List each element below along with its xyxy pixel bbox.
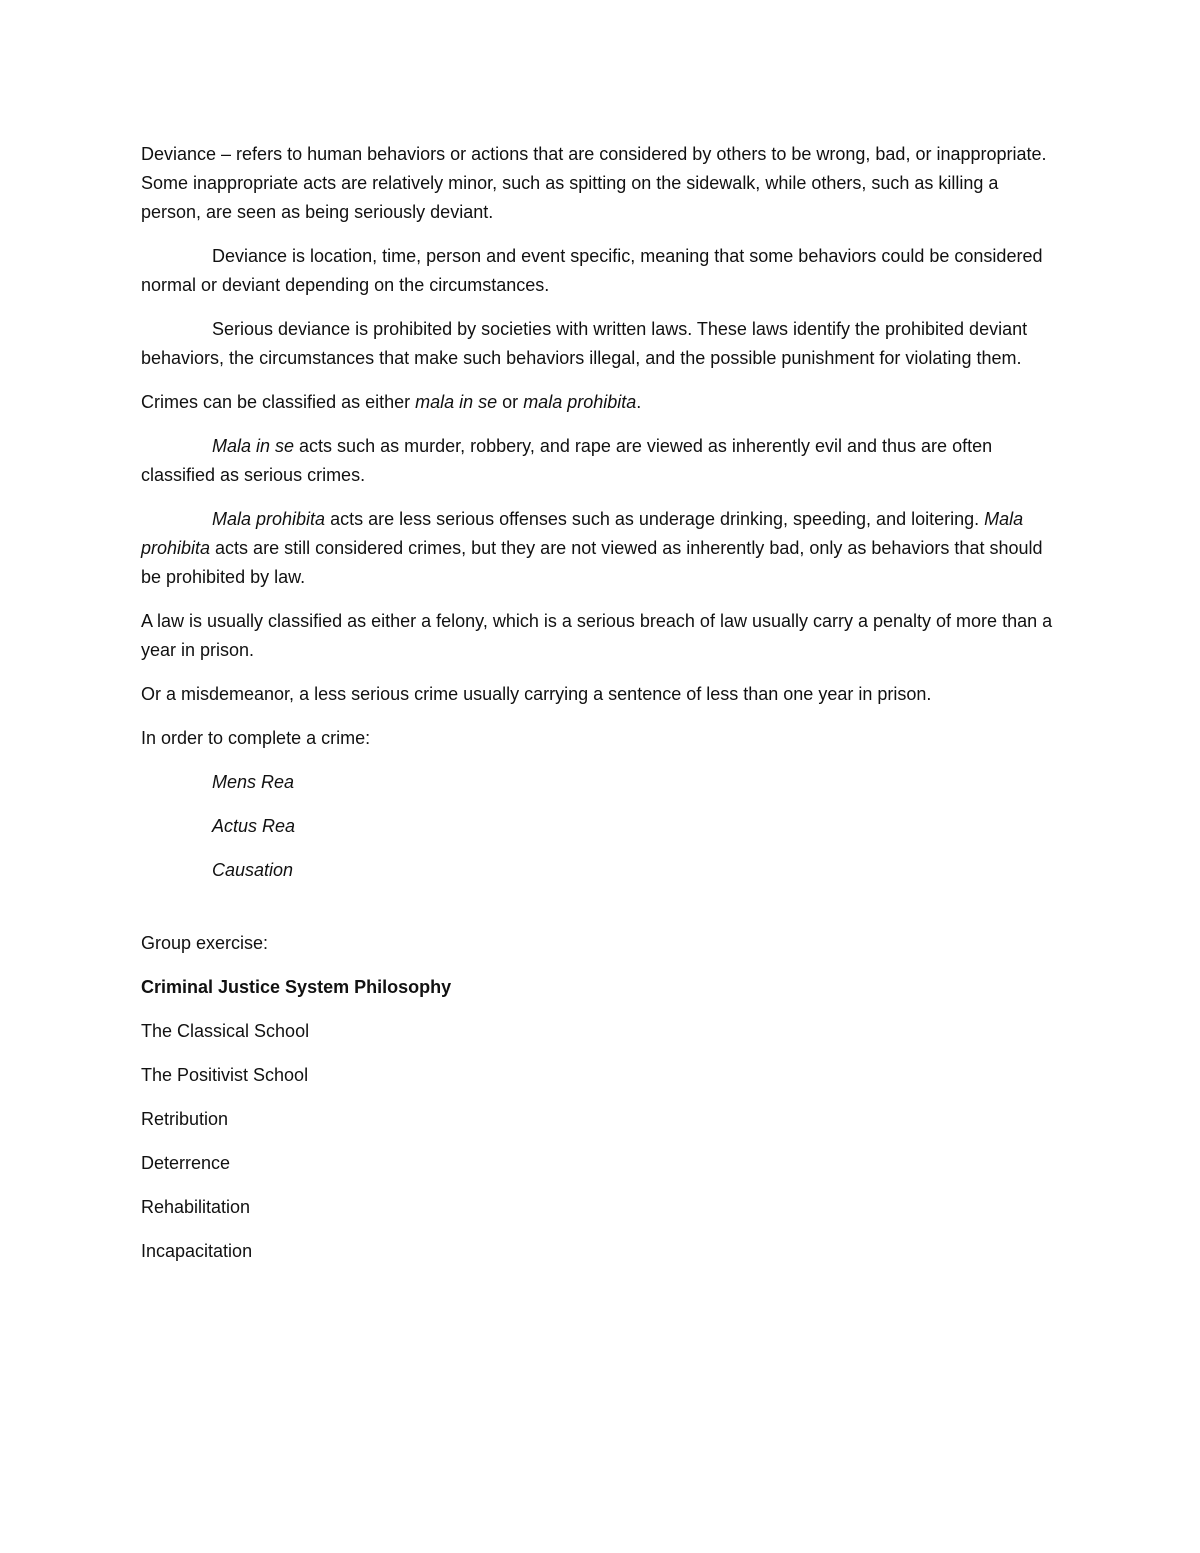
crime-element-item	[141, 768, 1061, 797]
mala-prohibita-paragraph-term-1: Mala prohibita	[212, 509, 326, 529]
philosophy-item-classical: The Classical School	[141, 1021, 310, 1041]
crimes-classified-paragraph	[141, 388, 1061, 417]
crimes-classified-prefix: Crimes can be classified as either	[141, 392, 416, 412]
mala-prohibita-paragraph-text-1: acts are less serious offenses such as underage drinking, speeding, and loitering.	[325, 509, 985, 529]
crimes-classified-suffix: .	[636, 392, 642, 412]
philosophy-item-retribution: Retribution	[141, 1109, 229, 1129]
misdemeanor-paragraph: Or a misdemeanor, a less serious crime usually carrying a sentence of less than one year in prison.	[141, 684, 932, 704]
mala-in-se-term: mala in se	[415, 392, 498, 412]
group-exercise-label: Group exercise:	[141, 933, 269, 953]
philosophy-item-positivist: The Positivist School	[141, 1065, 309, 1085]
felony-paragraph: A law is usually classified as either a felony, which is a serious breach of law usually carry a penalty of more than a year in prison.	[141, 611, 1053, 660]
crime-element-mens-rea: Mens Rea	[212, 772, 295, 792]
deviance-definition-paragraph: Deviance – refers to human behaviors or actions that are considered by others to be wrong, bad, or inappropriate. Some inappropriate acts are relatively minor, such as spitting on the sidewalk, while others, such as killing a person, are seen as being seriously deviant.	[141, 144, 1047, 222]
crime-element-causation: Causation	[212, 860, 294, 880]
mala-in-se-paragraph	[141, 432, 1061, 490]
mala-prohibita-paragraph-text-2: acts are still considered crimes, but they are not viewed as inherently bad, only as behaviors that should be prohibited by law.	[141, 538, 1043, 587]
philosophy-item-deterrence: Deterrence	[141, 1153, 231, 1173]
complete-crime-paragraph: In order to complete a crime:	[141, 728, 371, 748]
crimes-classified-middle: or	[497, 392, 524, 412]
deviance-specific-paragraph: Deviance is location, time, person and event specific, meaning that some behaviors could be considered normal or deviant depending on the circumstances.	[141, 246, 1043, 295]
crime-element-item	[141, 812, 1061, 841]
document-page	[141, 140, 1061, 1281]
crime-element-item	[141, 856, 1061, 885]
mala-prohibita-paragraph	[141, 505, 1061, 592]
crime-element-actus-rea: Actus Rea	[212, 816, 296, 836]
philosophy-item-rehabilitation: Rehabilitation	[141, 1197, 251, 1217]
philosophy-item-incapacitation: Incapacitation	[141, 1241, 253, 1261]
group-exercise-heading: Criminal Justice System Philosophy	[141, 977, 452, 997]
mala-prohibita-term: mala prohibita	[523, 392, 637, 412]
serious-deviance-paragraph: Serious deviance is prohibited by societies with written laws. These laws identify the prohibited deviant behaviors, the circumstances that make such behaviors illegal, and the possible punishment for violating them.	[141, 319, 1028, 368]
mala-in-se-paragraph-text: acts such as murder, robbery, and rape are viewed as inherently evil and thus are often classified as serious crimes.	[141, 436, 993, 485]
mala-in-se-paragraph-term: Mala in se	[212, 436, 295, 456]
mala-prohibita-paragraph-term-2: Mala prohibita	[141, 509, 1024, 558]
